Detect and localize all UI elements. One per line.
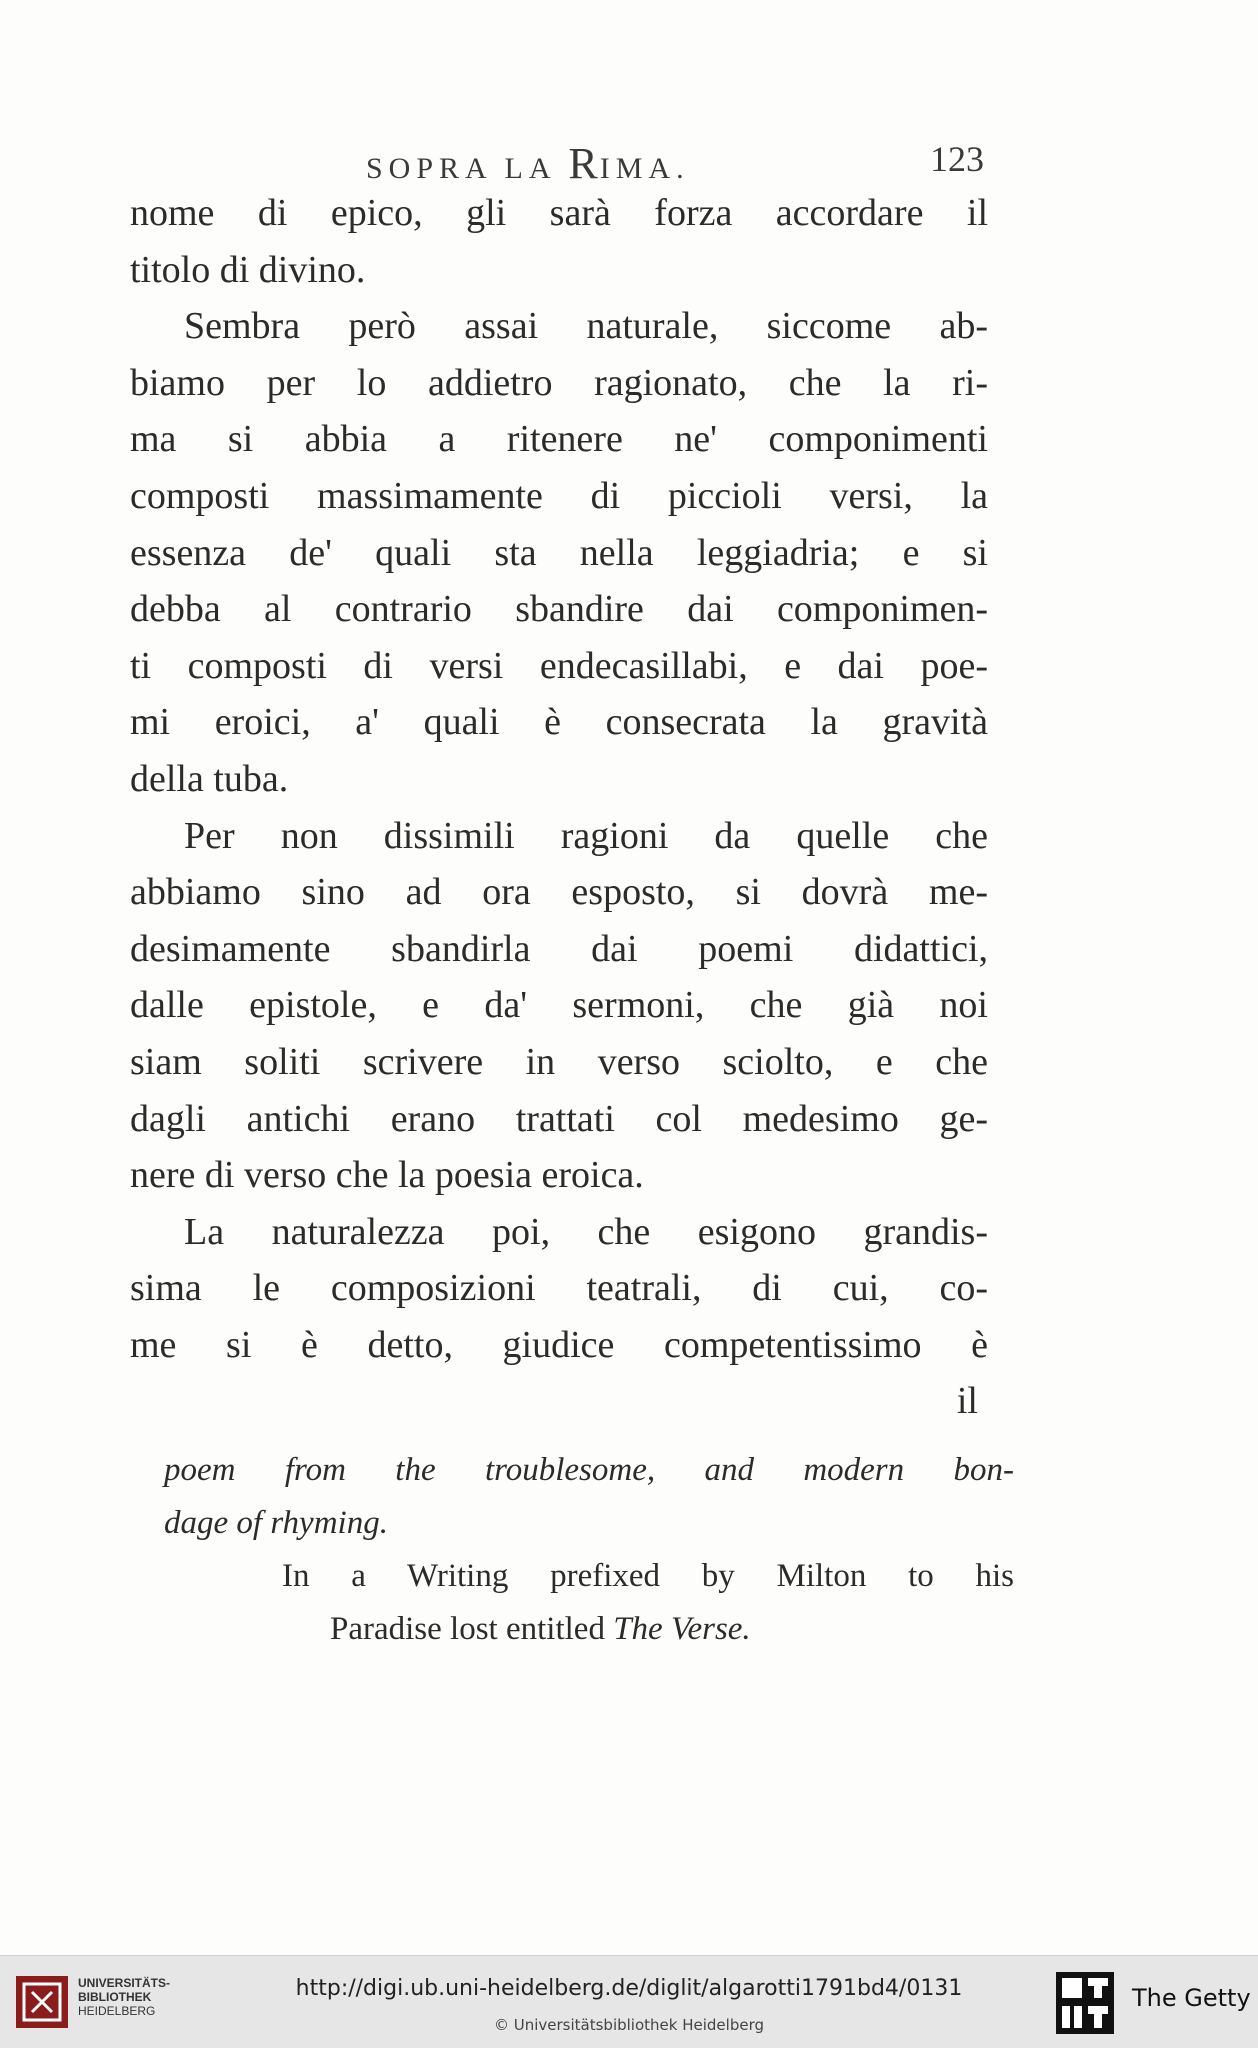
footnote-line: In a Writing prefixed by Milton to his — [282, 1558, 1014, 1594]
text-line: nere di verso che la poesia eroica. — [130, 1154, 644, 1197]
getty-logo-icon — [1056, 1972, 1114, 2034]
text-line: dalle epistole, e da' sermoni, che già noi — [130, 984, 988, 1027]
text-line: debba al contrario sbandire dai componimen- — [130, 588, 988, 631]
text-line: biamo per lo addietro ragionato, che la ri- — [130, 361, 988, 404]
text-line: ti composti di versi endecasillabi, e dai poe- — [130, 644, 988, 687]
text-line: me si è detto, giudice competentissimo è — [130, 1323, 988, 1366]
text-line: ma si abbia a ritenere ne' componimenti — [130, 418, 988, 461]
text-line: titolo di divino. — [130, 248, 366, 291]
running-head — [136, 138, 984, 188]
copyright-text: © Universitätsbibliothek Heidelberg — [493, 2016, 764, 2034]
footnote — [164, 1444, 1014, 1656]
text-line: composti massimamente di piccioli versi, la — [130, 474, 988, 517]
text-line: Sembra però assai naturale, siccome ab- — [184, 305, 988, 348]
footnote-text: Paradise lost entitled — [330, 1611, 614, 1647]
text-line: La naturalezza poi, che esigono grandis- — [184, 1210, 988, 1253]
text-line: Per non dissimili ragioni da quelle che — [184, 814, 988, 857]
page-number: 123 — [930, 139, 984, 179]
text-line: mi eroici, a' quali è consecrata la gravità — [130, 701, 988, 744]
running-title — [366, 138, 690, 189]
text-line: sima le composizioni teatrali, di cui, co- — [130, 1267, 988, 1310]
footnote-line: dage of rhyming. — [164, 1505, 388, 1541]
footer-bar — [0, 1955, 1258, 2048]
text-line: siam soliti scrivere in verso sciolto, e che — [130, 1040, 988, 1083]
running-title-cap: R — [568, 139, 600, 188]
text-line: nome di epico, gli sarà forza accordare il — [130, 192, 988, 234]
library-name-line: HEIDELBERG — [78, 2004, 156, 2018]
text-line: desimamente sbandirla dai poemi didattici, — [130, 927, 988, 970]
body-text — [130, 185, 988, 1430]
text-line: della tuba. — [130, 757, 289, 800]
footnote-italic: The Verse. — [613, 1611, 751, 1647]
text-line: essenza de' quali sta nella leggiadria; e si — [130, 531, 988, 574]
getty-name: The Getty — [1132, 1984, 1251, 2012]
library-name-line: BIBLIOTHEK — [78, 1990, 152, 2004]
running-title-rest: IMA. — [599, 152, 690, 185]
footnote-line: poem from the troublesome, and modern bon- — [164, 1452, 1014, 1488]
running-title-prefix: SOPRA LA — [366, 152, 569, 185]
footnote-line — [164, 1603, 1014, 1656]
text-line: dagli antichi erano trattati col medesimo ge- — [130, 1097, 988, 1140]
permalink[interactable]: http://digi.ub.uni-heidelberg.de/diglit/algarotti1791bd4/0131 — [295, 1976, 963, 2001]
catchword: il — [956, 1380, 978, 1423]
library-name-line: UNIVERSITÄTS- — [78, 1976, 171, 1990]
text-line: abbiamo sino ad ora esposto, si dovrà me- — [130, 871, 988, 914]
